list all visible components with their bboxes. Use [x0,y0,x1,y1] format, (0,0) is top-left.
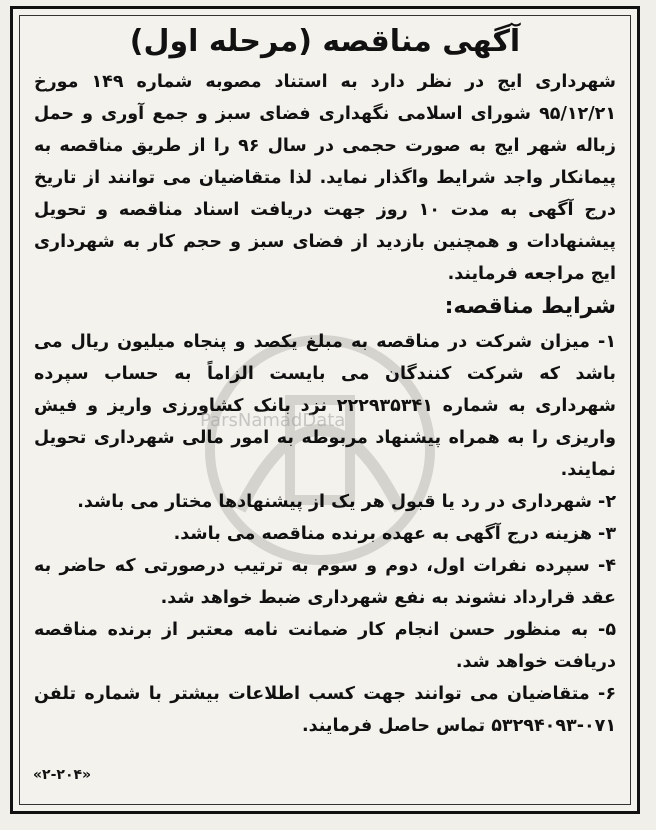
condition-item-6: ۶- متقاضیان می توانند جهت کسب اطلاعات بیشتر با شماره تلفن ۰۷۱-۵۳۲۹۴۰۹۳ تماس حاصل فرمایند. [34,684,616,736]
notice-title: آگهی مناقصه (مرحله اول) [129,24,521,59]
condition-item-1: ۱- میزان شرکت در مناقصه به مبلغ یکصد و پنجاه میلیون ریال می باشد که شرکت کنندگان می بایست الزاماً به حساب سپرده شهرداری به شماره ۲۲۲۹۳۵۳۴۱ نزد بانک کشاورزی واریز و فیش واریزی را به همراه پیشنهاد مربوطه به امور مالی شهرداری تحویل نمایند. [34,332,616,480]
notice-intro: شهرداری ایج در نظر دارد به استناد مصوبه شماره ۱۴۹ مورخ ۹۵/۱۲/۲۱ شورای اسلامی نگهداری فضای سبز و جمع آوری و حمل زباله شهر ایج به صورت حجمی در سال ۹۶ را از طریق مناقصه به پیمانکار واجد شرایط واگذار نماید. لذا متقاضیان می توانند از تاریخ درج آگهی به مدت ۱۰ روز جهت دریافت اسناد مناقصه و تحویل پیشنهادات و همچنین بازدید از فضای سبز و حجم کار به شهرداری ایج مراجعه فرمایند. [34,72,616,284]
watermark-text: ParsNamadData [200,410,346,431]
condition-item-4: ۴- سپرده نفرات اول، دوم و سوم به ترتیب درصورتی که حاضر به عقد قرارداد نشوند به نفع شهرداری ضبط خواهد شد. [34,556,616,608]
condition-item-3: ۳- هزینه درج آگهی به عهده برنده مناقصه می باشد. [173,524,616,544]
conditions-heading: شرایط مناقصه: [444,294,616,319]
notice-code: «۲-۲۰۴» [33,767,92,783]
condition-item-5: ۵- به منظور حسن انجام کار ضمانت نامه معتبر از برنده مناقصه دریافت خواهد شد. [34,620,616,672]
condition-item-2: ۲- شهرداری در رد یا قبول هر یک از پیشنهادها مختار می باشد. [77,492,616,512]
